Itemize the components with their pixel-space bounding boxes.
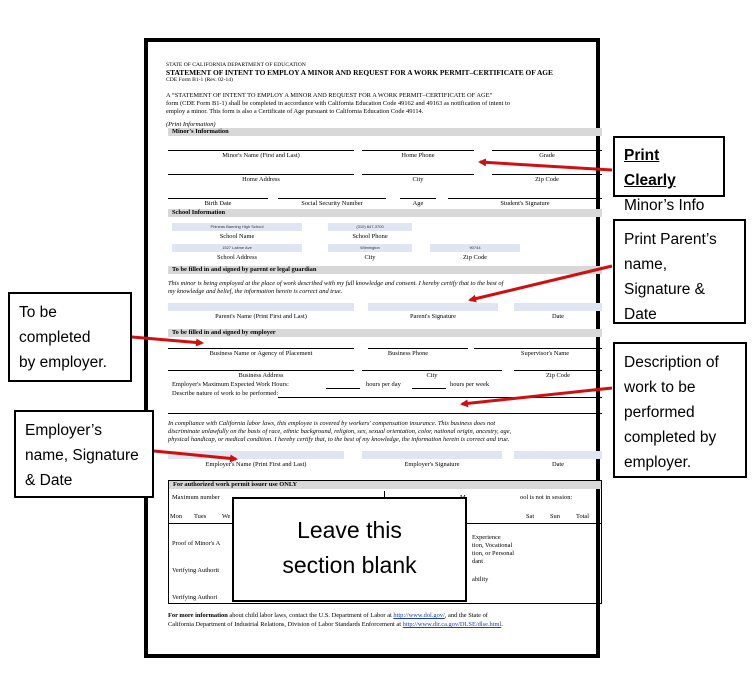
print-clearly-title: Print Clearly [624,147,676,189]
school-phone-label: School Phone [352,233,388,240]
hours-per-day-label: hours per day [366,381,401,388]
parent-statement-1: This minor is being employed at the place of work described with my full knowledge and consent. I hereby certify that to the best of [168,280,504,287]
employer-sig-line-1: Employer’s [25,422,102,439]
age-label: Age [412,200,424,207]
intro-line-2: form (CDE Form B1-1) shall be completed in accordance with California Education Code 49162 and 49163 as notification of intent to [166,100,510,107]
business-address-label: Business Address [238,372,284,379]
school-info-header: School Information [168,209,602,217]
description-line-3: performed [624,404,695,421]
dlse-link[interactable]: http://www.dir.ca.gov/DLSE/dlse.html [402,621,502,628]
verifying-authority-2: Verifying Authori [172,594,218,601]
minor-name-label: Minor's Name (First and Last) [222,152,300,159]
school-zip-field[interactable]: 90744 [430,244,520,252]
day-sun: Sun [550,513,560,520]
issuer-right-2: tion, Vocational [472,542,513,549]
print-info-note: (Print Information) [166,121,216,128]
school-address-label: School Address [217,254,257,261]
employer-name-label: Employer's Name (Print First and Last) [205,461,307,468]
intro-line-3: employ a minor. This form is also a Certificate of Age pursuant to California Education Code 49114. [166,108,424,115]
description-line-2: work to be [624,379,696,396]
business-zip-label: Zip Code [546,372,570,379]
employer-sig-line-2: name, Signature [25,447,139,464]
parent-statement-2: my knowledge and belief, the information herein is correct and true. [168,288,343,295]
hours-per-week-label: hours per week [450,381,490,388]
arrow-employer-complete [132,337,202,343]
issuer-right-1: Experience [472,534,501,541]
school-city-label: City [364,254,376,261]
intro-line-1: A “STATEMENT OF INTENT TO EMPLOY A MINOR AND REQUEST FOR A WORK PERMIT–CERTIFICATE OF AGE” [166,92,493,99]
issuer-right-4: dant [472,558,484,565]
employer-section-header: To be filled in and signed by employer [168,329,602,337]
home-phone-label: Home Phone [401,152,435,159]
business-name-label: Business Name or Agency of Placement [209,350,313,357]
max-hours-label: Employer's Maximum Expected Work Hours: [172,381,289,388]
description-line-5: employer. [624,454,692,471]
school-address-field[interactable]: 1527 Lakme Ave [172,244,302,252]
issuer-header: For authorized work permit issuer use ONLY [169,481,601,489]
form-agency: STATE OF CALIFORNIA DEPARTMENT OF EDUCATION [166,62,306,68]
form-title: STATEMENT OF INTENT TO EMPLOY A MINOR AND REQUEST FOR A WORK PERMIT–CERTIFICATE OF AGE [166,68,553,77]
dol-link[interactable]: http://www.dol.gov/ [393,612,445,619]
day-tues: Tues [194,513,207,520]
print-clearly-body: Minor’s Info [624,197,705,214]
minor-info-header: Minor's Information [168,128,602,136]
parent-callout-line-1: Print Parent’s [624,231,717,248]
school-phone-field[interactable]: (310) 847-3700 [328,223,412,231]
parent-callout-line-4: Date [624,306,657,323]
day-mon: Mon [170,513,183,520]
zip-label: Zip Code [535,176,559,183]
parent-name-label: Parent's Name (Print First and Last) [215,313,307,320]
describe-work-label: Describe nature of work to be performed: [172,390,279,397]
supervisor-name-label: Supervisor's Name [520,350,570,357]
student-signature-label: Student's Signature [500,200,550,207]
parent-date-label: Date [551,313,565,320]
day-total: Total [576,513,590,520]
ssn-label: Social Security Number [301,200,363,207]
arrow-minor-info [480,162,612,170]
parent-callout-line-2: name, [624,256,668,273]
arrow-employer-signature [154,451,236,459]
leave-blank-line-1: Leave this [297,517,402,543]
school-city-field[interactable]: Wilmington [328,244,412,252]
compliance-1: In compliance with California labor laws, this employee is covered by workers' compensation insurance. This business does not [168,420,496,427]
leave-blank-line-2: section blank [282,552,417,578]
day-wed: We [222,513,231,520]
parent-callout-line-3: Signature & [624,281,705,298]
business-phone-label: Business Phone [387,350,429,357]
arrow-description [462,388,612,404]
day-sat: Sat [526,513,535,520]
employer-date-label: Date [551,461,565,468]
verifying-authority-1: Verifying Authorit [172,567,220,574]
grade-label: Grade [539,152,555,159]
employer-signature-label: Employer's Signature [404,461,460,468]
footer-line-2: California Department of Industrial Relations, Division of Labor Standards Enforcement at http://www.dir.ca.gov/DLSE/dlse.html. [168,621,503,628]
description-line-4: completed by [624,429,717,446]
employer-sig-line-3: & Date [25,472,73,489]
school-name-label: School Name [219,233,255,240]
parent-section-header: To be filled in and signed by parent or legal guardian [168,266,602,274]
birth-date-label: Birth Date [204,200,232,207]
school-name-field[interactable]: Phineas Banning High School [172,223,302,231]
proof-of-age-label: Proof of Minor's A [172,540,221,547]
employer-complete-line-3: by employer. [19,354,107,371]
compliance-3: physical handicap, or medical condition. I hereby certify that, to the best of my knowledge, the information herein is correct and true. [168,436,510,443]
city-label: City [412,176,424,183]
employer-complete-line-1: To be [19,304,57,321]
footer-line-1: For more information about child labor laws, contact the U.S. Department of Labor at http://www.dol.gov/, and the State of [168,612,488,619]
parent-signature-label: Parent's Signature [409,313,457,320]
business-city-label: City [426,372,438,379]
form-id: CDE Form B1-1 (Rev. 02-14) [166,77,233,83]
issuer-right-5: ability [472,576,489,583]
issuer-right-3: tion, or Personal [472,550,515,557]
employer-complete-line-2: completed [19,329,91,346]
school-zip-label: Zip Code [463,254,487,261]
description-line-1: Description of [624,354,719,371]
arrow-parent [470,266,612,300]
compliance-2: discriminate unlawfully on the basis of race, ethnic background, religion, sex, sexual orientation, color, national origin, ancestry, age, [168,428,512,435]
issuer-max-right-b: ool is not in session: [520,494,573,501]
home-address-label: Home Address [242,176,280,183]
issuer-max-left: Maximum number [172,494,220,501]
